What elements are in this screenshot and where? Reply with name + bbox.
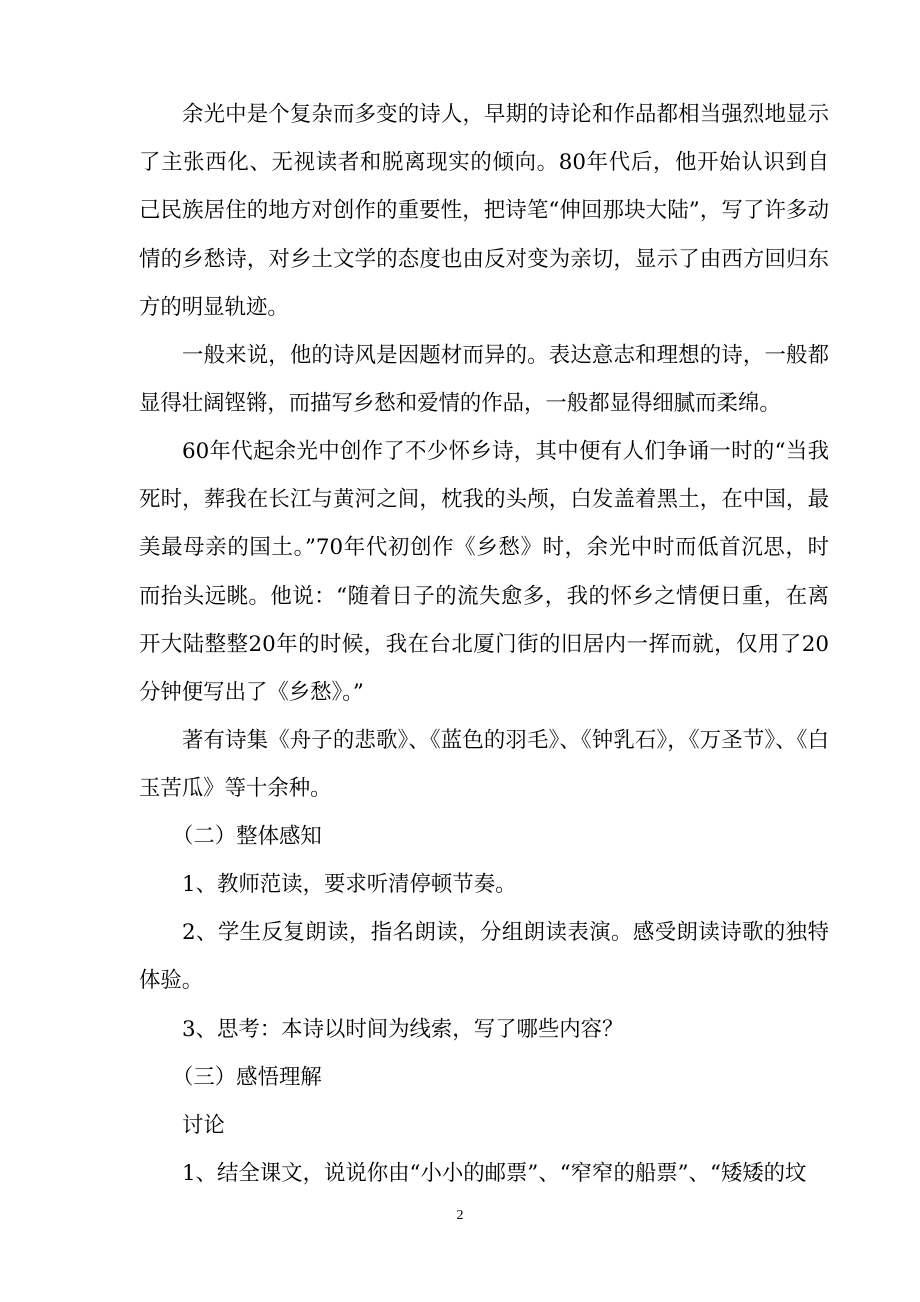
heading-overall-perception: （二）整体感知 <box>172 824 322 849</box>
list-item-teacher-reading: 1、教师范读，要求听清停顿节奏。 <box>182 872 517 897</box>
paragraph-yu-guangzhong-intro: 余光中是个复杂而多变的诗人，早期的诗论和作品都相当强烈地显示了主张西化、无视读者和脱离现实的倾向。80年代后，他开始认识到自己民族居住的地方对创作的重要性，把诗笔“伸回那块大陆”，写了许多动情的乡愁诗，对乡土文学的态度也由反对变为亲切，显示了由西方回归东方的明显轨迹。 <box>139 102 829 320</box>
list-item-student-reading: 2、学生反复朗读，指名朗读，分组朗读表演。感受朗读诗歌的独特体验。 <box>139 920 829 994</box>
list-item-discussion-question: 1、结全课文，说说你由“小小的邮票”、“窄窄的船票”、“矮矮的坟 <box>182 1161 807 1186</box>
label-discussion: 讨论 <box>182 1113 225 1138</box>
paragraph-poetic-style: 一般来说，他的诗风是因题材而异的。表达意志和理想的诗，一般都显得壮阔铿锵，而描写乡愁和爱情的作品，一般都显得细腻而柔绵。 <box>139 343 829 417</box>
heading-understanding: （三）感悟理解 <box>172 1065 322 1090</box>
list-item-thinking-question: 3、思考：本诗以时间为线索，写了哪些内容？ <box>182 1017 624 1042</box>
paragraph-homesick-poems: 60年代起余光中创作了不少怀乡诗，其中便有人们争诵一时的“当我死时，葬我在长江与黄河之间，枕我的头颅，白发盖着黑土，在中国，最美最母亲的国土。”70年代初创作《乡愁》时，余光中时而低首沉思，时而抬头远眺。他说：“随着日子的流失愈多，我的怀乡之情便日重，在离开大陆整整20年的时候，我在台北厦门街的旧居内一挥而就，仅用了20分钟便写出了《乡愁》。” <box>139 439 829 706</box>
page-number: 2 <box>456 1208 464 1223</box>
paragraph-poetry-collections: 著有诗集《舟子的悲歌》、《蓝色的羽毛》、《钟乳石》，《万圣节》、《白玉苦瓜》等十余种。 <box>139 728 829 802</box>
